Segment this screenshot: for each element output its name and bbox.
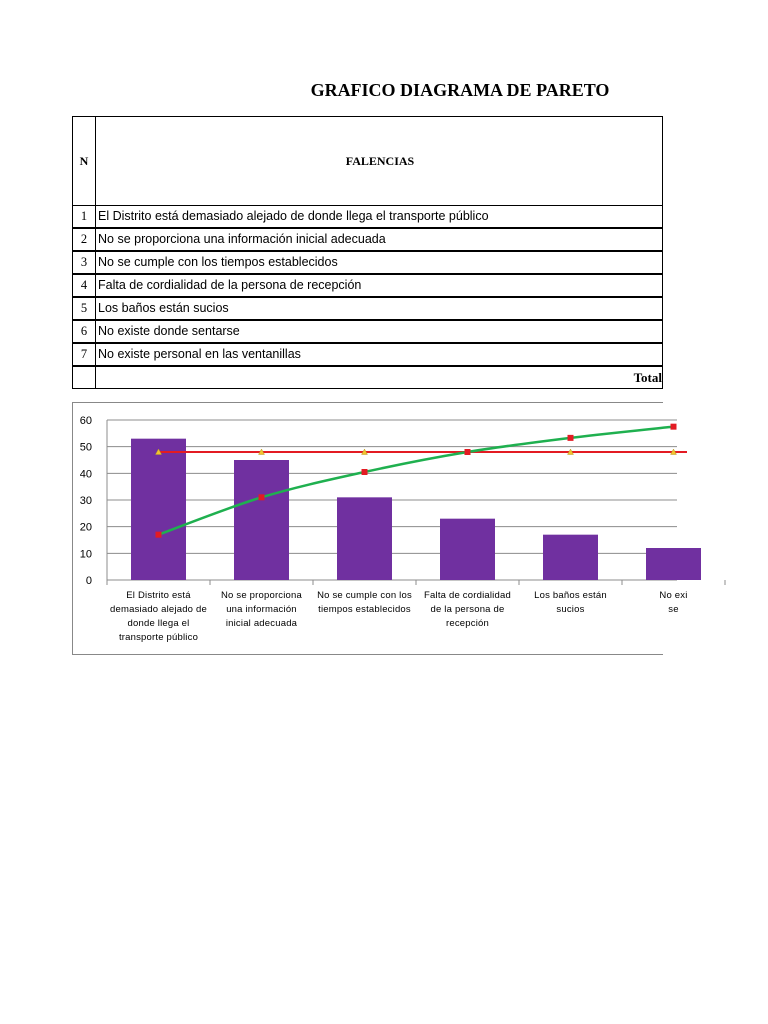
x-category-label-line: se — [668, 604, 679, 615]
y-tick-label: 30 — [79, 495, 92, 507]
row-number: 1 — [73, 206, 96, 229]
header-n: N — [73, 117, 96, 206]
x-category-label-line: donde llega el — [127, 618, 190, 629]
row-number: 7 — [73, 343, 96, 366]
bar — [131, 439, 186, 580]
table-total-row — [73, 366, 663, 389]
row-text: Los baños están sucios — [96, 297, 663, 320]
row-text: No existe personal en las ventanillas — [96, 343, 663, 366]
row-number: 3 — [73, 251, 96, 274]
table-row — [73, 343, 663, 366]
total-label: Total — [96, 366, 663, 389]
x-category-label-line: una información — [226, 604, 297, 615]
x-category-label-line: de la persona de — [430, 604, 505, 615]
x-category-label — [313, 589, 417, 617]
table-row — [73, 297, 663, 320]
x-category-label-line: recepción — [446, 618, 489, 629]
x-category-label-line: No se cumple con los — [317, 590, 412, 601]
x-category-label-line: inicial adecuada — [225, 618, 298, 629]
row-number: 5 — [73, 297, 96, 320]
cumulative-marker — [362, 469, 368, 475]
row-number: 4 — [73, 274, 96, 297]
x-category-label-line: tiempos establecidos — [318, 604, 411, 615]
cumulative-marker — [465, 449, 471, 455]
y-tick-label: 10 — [79, 548, 92, 561]
cumulative-marker — [568, 435, 574, 441]
x-category-label-line: No se proporciona — [220, 590, 303, 601]
row-text: No se proporciona una información inicial adecuada — [96, 228, 663, 251]
bar — [440, 519, 495, 580]
bar — [337, 497, 392, 580]
y-tick-label: 20 — [79, 521, 92, 534]
bar — [646, 548, 701, 580]
cumulative-marker — [259, 494, 265, 500]
y-tick-label: 50 — [79, 441, 92, 454]
y-tick-label: 60 — [79, 415, 92, 427]
cumulative-marker — [671, 424, 677, 430]
x-category-label — [622, 589, 726, 617]
row-text: Falta de cordialidad de la persona de recepción — [96, 274, 663, 297]
table-row — [73, 228, 663, 251]
x-category-label-line: transporte público — [118, 632, 199, 643]
x-category-label — [519, 589, 623, 617]
header-falencias: FALENCIAS — [96, 117, 663, 206]
bar — [234, 460, 289, 580]
total-empty-cell — [73, 366, 96, 389]
x-category-label — [107, 589, 211, 645]
x-category-label-line: No exi — [659, 590, 688, 601]
x-category-label-line: demasiado alejado de — [110, 604, 207, 615]
cumulative-marker — [156, 532, 162, 538]
table-header-row — [73, 117, 663, 206]
y-tick-label: 0 — [85, 575, 92, 587]
y-tick-label: 40 — [79, 468, 92, 481]
falencias-table — [72, 116, 663, 389]
page-title: GRAFICO DIAGRAMA DE PARETO — [310, 80, 610, 100]
row-text: No se cumple con los tiempos establecidos — [96, 251, 663, 274]
table-row — [73, 320, 663, 343]
row-text: No existe donde sentarse — [96, 320, 663, 343]
x-category-label — [416, 589, 520, 631]
x-category-label-line: Falta de cordialidad — [424, 590, 511, 601]
row-text: El Distrito está demasiado alejado de donde llega el transporte público — [96, 206, 663, 229]
x-category-label-line: El Distrito está — [126, 590, 191, 601]
pareto-chart — [72, 402, 688, 655]
table-row — [73, 251, 663, 274]
table-row — [73, 274, 663, 297]
table-row — [73, 206, 663, 229]
x-category-label-line: Los baños están — [534, 590, 607, 601]
bar — [543, 535, 598, 580]
x-category-label-line: sucios — [556, 604, 585, 615]
row-number: 2 — [73, 228, 96, 251]
row-number: 6 — [73, 320, 96, 343]
x-category-label — [210, 589, 314, 631]
